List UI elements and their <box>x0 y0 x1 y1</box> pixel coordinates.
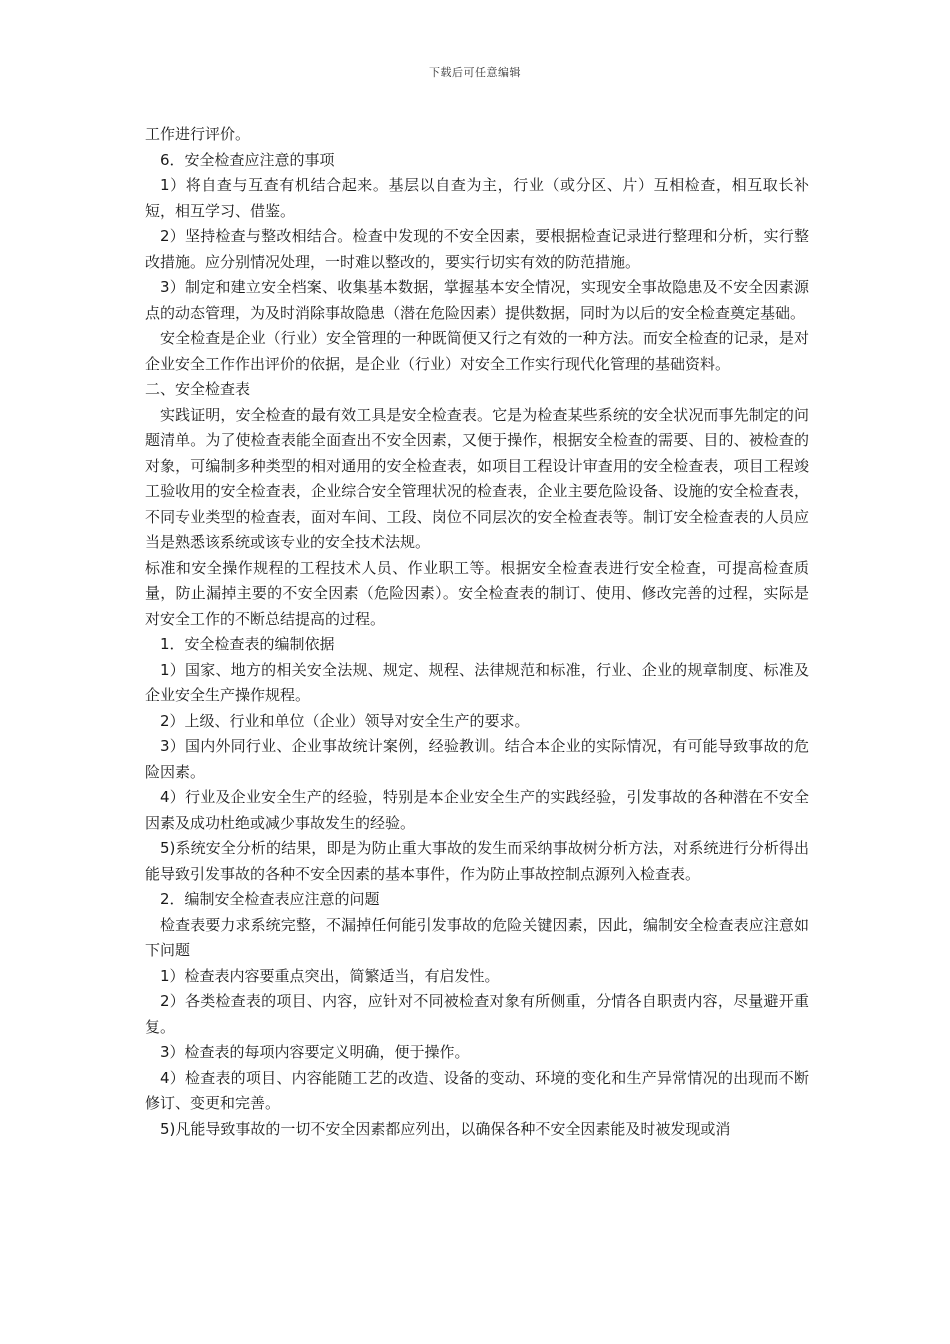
paragraph: 5)系统安全分析的结果，即是为防止重大事故的发生而采纳事故树分析方法，对系统进行分析得出能导致引发事故的各种不安全因素的基本事件，作为防止事故控制点源列入检查表。 <box>145 839 809 883</box>
paragraph: 1）国家、地方的相关安全法规、规定、规程、法律规范和标准，行业、企业的规章制度、标准及企业安全生产操作规程。 <box>145 660 809 704</box>
paragraph: 标准和安全操作规程的工程技术人员、作业职工等。根据安全检查表进行安全检查，可提高检查质量，防止漏掉主要的不安全因素（危险因素）。安全检查表的制订、使用、修改完善的过程，实际是对安全工作的不断总结提高的过程。 <box>145 558 809 628</box>
page-header: 下载后可任意编辑 <box>429 66 521 79</box>
paragraph: 3）检查表的每项内容要定义明确，便于操作。 <box>160 1043 470 1061</box>
section-heading: 2．编制安全检查表应注意的问题 <box>160 890 380 908</box>
paragraph: 5)凡能导致事故的一切不安全因素都应列出，以确保各种不安全因素能及时被发现或消 <box>160 1119 731 1138</box>
paragraph: 工作进行评价。 <box>145 125 251 143</box>
paragraph: 2）上级、行业和单位（企业）领导对安全生产的要求。 <box>160 711 530 730</box>
document-body <box>145 122 809 1142</box>
paragraph: 实践证明，安全检查的最有效工具是安全检查表。它是为检查某些系统的安全状况而事先制定的问题清单。为了使检查表能全面查出不安全因素，又便于操作，根据安全检查的需要、目的、被检查的对象，可编制多种类型的相对通用的安全检查表，如项目工程设计审查用的安全检查表，项目工程竣工验收用的安全检查表，企业综合安全管理状况的检查表，企业主要危险设备、设施的安全检查表，不同专业类型的检查表，面对车间、工段、岗位不同层次的安全检查表等。制订安全检查表的人员应当是熟悉该系统或该专业的安全技术法规。 <box>145 405 809 551</box>
paragraph: 安全检查是企业（行业）安全管理的一种既简便又行之有效的一种方法。而安全检查的记录，是对企业安全工作作出评价的依据，是企业（行业）对安全工作实行现代化管理的基础资料。 <box>145 329 809 373</box>
paragraph: 4）检查表的项目、内容能随工艺的改造、设备的变动、环境的变化和生产异常情况的出现而不断修订、变更和完善。 <box>145 1068 809 1112</box>
paragraph: 1）检查表内容要重点突出，简繁适当，有启发性。 <box>160 966 500 985</box>
chapter-heading: 二、安全检查表 <box>145 380 251 398</box>
section-heading: 6．安全检查应注意的事项 <box>160 150 335 169</box>
paragraph: 2）各类检查表的项目、内容，应针对不同被检查对象有所侧重，分情各自职责内容，尽量避开重复。 <box>145 992 809 1036</box>
paragraph: 检查表要力求系统完整，不漏掉任何能引发事故的危险关键因素，因此，编制安全检查表应注意如下问题 <box>145 915 809 959</box>
section-heading: 1．安全检查表的编制依据 <box>160 635 335 653</box>
paragraph: 1）将自查与互查有机结合起来。基层以自查为主，行业（或分区、片）互相检查，相互取长补短，相互学习、借鉴。 <box>145 176 809 220</box>
paragraph: 4）行业及企业安全生产的经验，特别是本企业安全生产的实践经验，引发事故的各种潜在不安全因素及成功杜绝或减少事故发生的经验。 <box>145 788 809 832</box>
paragraph: 2）坚持检查与整改相结合。检查中发现的不安全因素，要根据检查记录进行整理和分析，实行整改措施。应分别情况处理，一时难以整改的，要实行切实有效的防范措施。 <box>145 227 809 271</box>
paragraph: 3）制定和建立安全档案、收集基本数据，掌握基本安全情况，实现安全事故隐患及不安全因素源点的动态管理，为及时消除事故隐患（潜在危险因素）提供数据，同时为以后的安全检查奠定基础。 <box>145 278 809 322</box>
paragraph: 3）国内外同行业、企业事故统计案例，经验教训。结合本企业的实际情况，有可能导致事故的危险因素。 <box>145 737 809 781</box>
